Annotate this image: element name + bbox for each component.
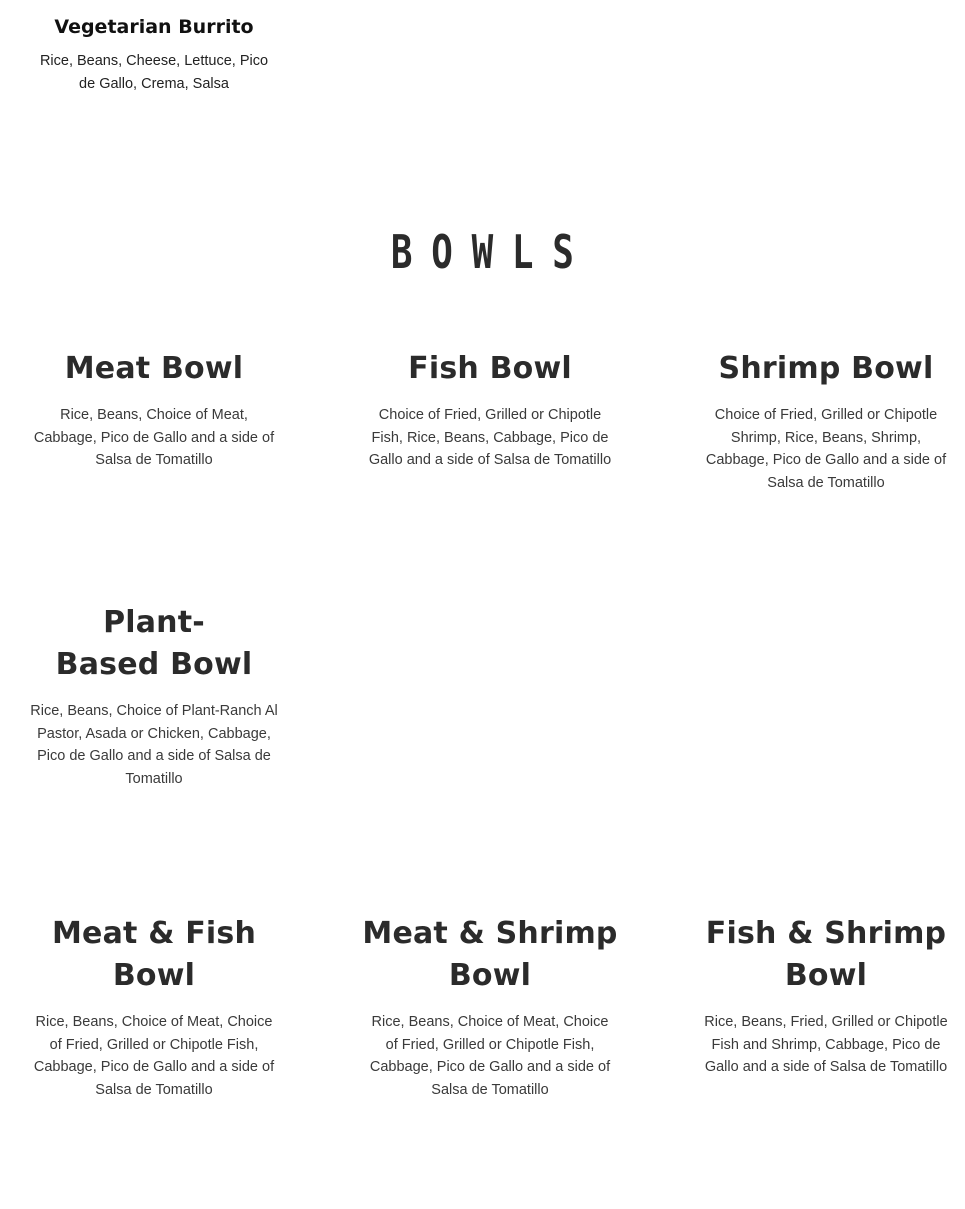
menu-item-description: Rice, Beans, Choice of Meat, Choice of Fried, Grilled or Chipotle Fish, Cabbage, Pico de Gallo and a side of Salsa de Tomatillo [369, 1014, 611, 1098]
menu-item-title: Meat & Fish Bowl [51, 916, 257, 993]
menu-item-shrimp-bowl [696, 348, 956, 494]
menu-item-description: Choice of Fried, Grilled or Chipotle Shrimp, Rice, Beans, Shrimp, Cabbage, Pico de Gallo and a side of Salsa de Tomatillo [705, 407, 947, 491]
menu-item-title: Meat & Shrimp Bowl [362, 916, 618, 993]
menu-item-description: Rice, Beans, Choice of Plant-Ranch Al Pastor, Asada or Chicken, Cabbage, Pico de Gallo and a side of Salsa de Tomatillo [30, 703, 278, 787]
menu-item-description: Rice, Beans, Fried, Grilled or Chipotle Fish and Shrimp, Cabbage, Pico de Gallo and a side of Salsa de Tomatillo [704, 1014, 948, 1075]
menu-item-description: Rice, Beans, Choice of Meat, Choice of Fried, Grilled or Chipotle Fish, Cabbage, Pico de Gallo and a side of Salsa de Tomatillo [33, 1014, 275, 1098]
menu-item-vegetarian-burrito [24, 14, 284, 95]
menu-item-description: Choice of Fried, Grilled or Chipotle Fish, Rice, Beans, Cabbage, Pico de Gallo and a side of Salsa de Tomatillo [368, 407, 612, 468]
menu-item-fish-bowl [360, 348, 620, 472]
menu-item-title: Plant-Based Bowl [55, 605, 253, 682]
menu-item-title: Fish & Shrimp Bowl [705, 916, 947, 993]
menu-item-meat-fish-bowl [24, 913, 284, 1101]
menu-item-fish-shrimp-bowl [696, 913, 956, 1079]
menu-item-description: Rice, Beans, Cheese, Lettuce, Pico de Gallo, Crema, Salsa [39, 53, 269, 92]
section-heading-bowls: BOWLS [390, 225, 593, 279]
menu-item-description: Rice, Beans, Choice of Meat, Cabbage, Pico de Gallo and a side of Salsa de Tomatillo [33, 407, 275, 468]
menu-item-title: Meat Bowl [64, 351, 244, 386]
menu-item-title: Vegetarian Burrito [54, 16, 254, 38]
menu-item-plant-based-bowl [24, 602, 284, 790]
menu-item-meat-bowl [24, 348, 284, 472]
menu-item-meat-shrimp-bowl [360, 913, 620, 1101]
menu-item-title: Shrimp Bowl [718, 351, 934, 386]
menu-item-title: Fish Bowl [408, 351, 572, 386]
